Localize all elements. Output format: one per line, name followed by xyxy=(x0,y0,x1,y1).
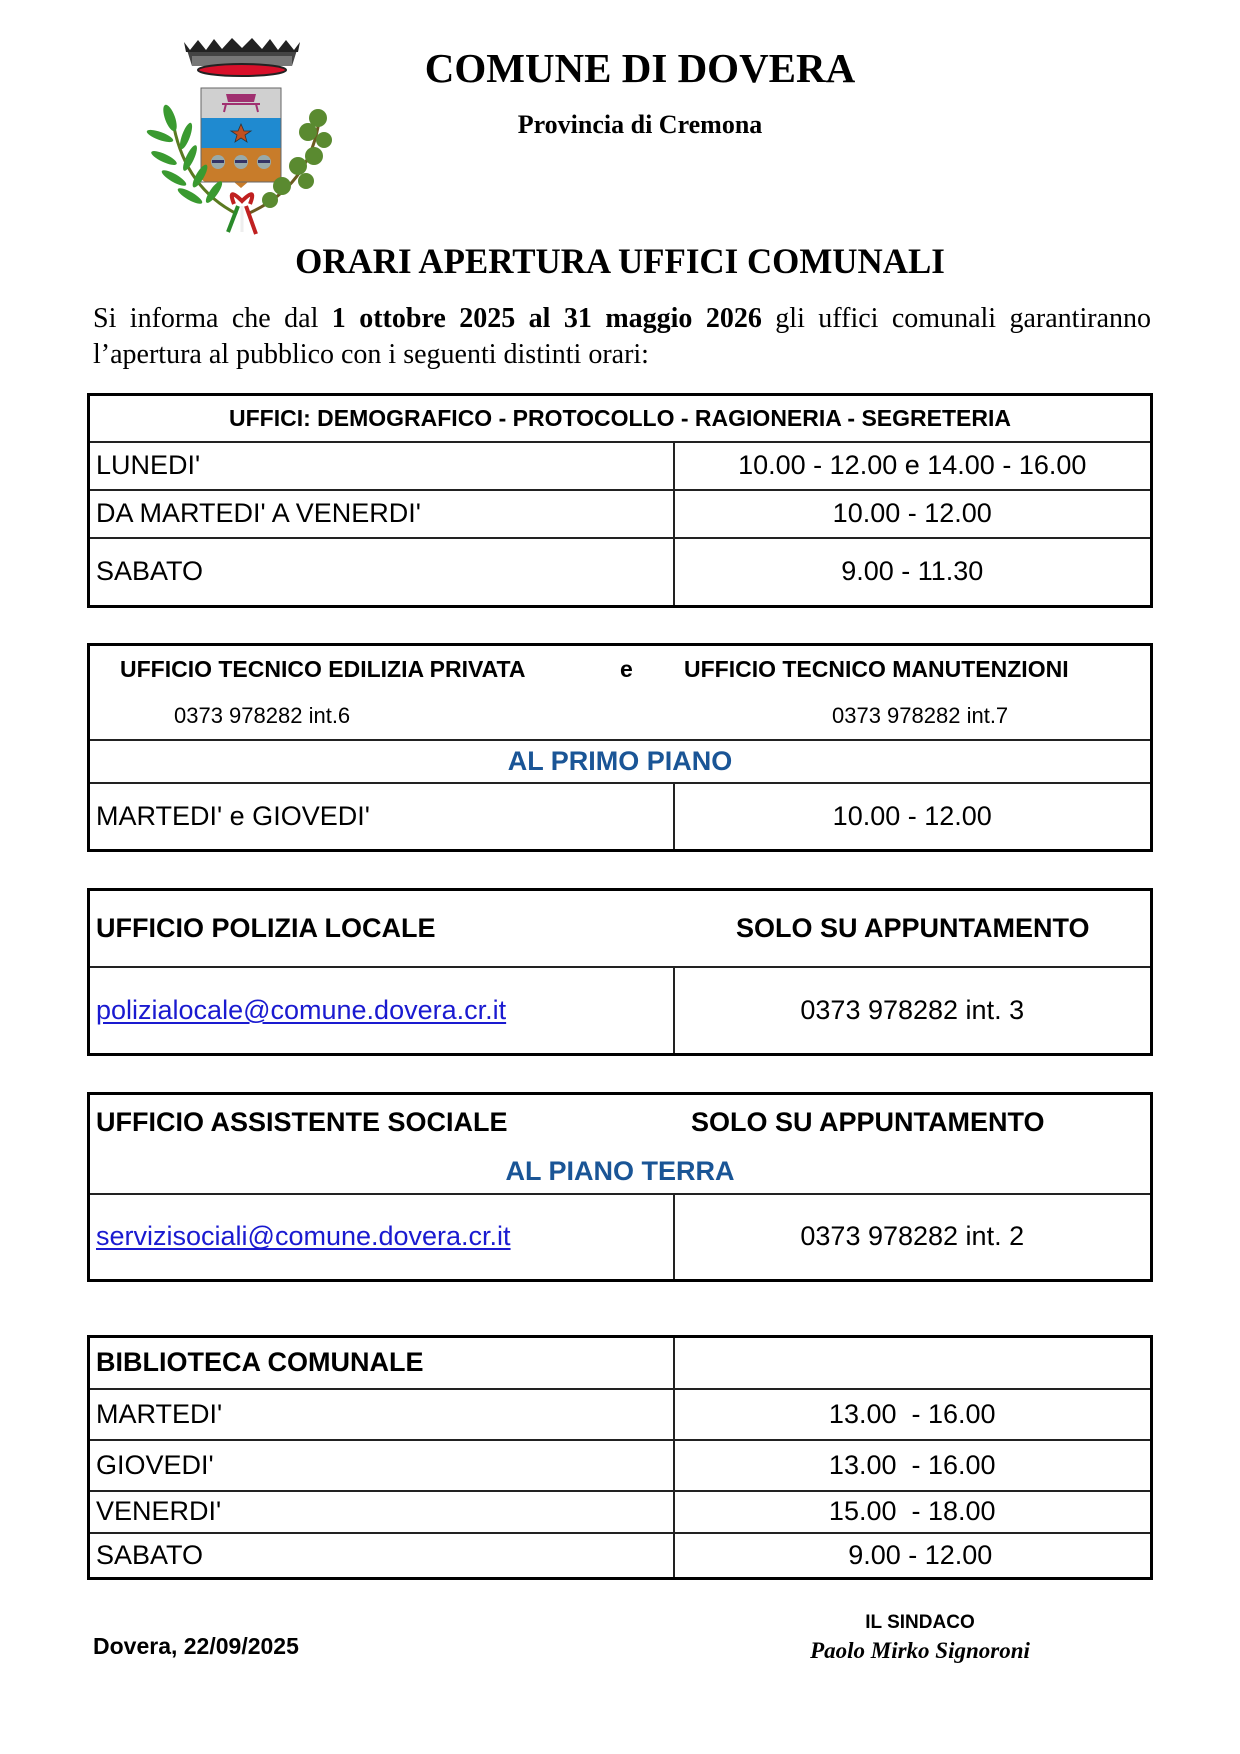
general-offices-table xyxy=(87,393,1153,608)
day-cell: MARTEDI' e GIOVEDI' xyxy=(89,783,674,851)
phone-manutenzioni: 0373 978282 int.7 xyxy=(832,702,1009,728)
table-row xyxy=(89,1194,1152,1281)
intro-text-end: gli uffici comunali garantiranno l’apertura al pubblico con i seguenti distinti orari: xyxy=(93,303,1151,370)
day-cell: SABATO xyxy=(89,1533,674,1579)
office-edilizia-label: UFFICIO TECNICO EDILIZIA PRIVATA xyxy=(120,655,526,682)
police-header xyxy=(89,890,1152,967)
phone-edilizia: 0373 978282 int.6 xyxy=(174,702,351,728)
intro-paragraph xyxy=(93,301,1151,373)
ribbon-icon xyxy=(228,194,256,234)
police-office-table xyxy=(87,888,1153,1056)
hours-cell: 10.00 - 12.00 e 14.00 - 16.00 xyxy=(674,442,1152,490)
email-cell xyxy=(89,967,674,1055)
table-row xyxy=(89,1533,1152,1579)
table-row xyxy=(89,1491,1152,1533)
connector-label: e xyxy=(620,655,633,682)
technical-offices-table xyxy=(87,643,1153,852)
table-row xyxy=(89,442,1152,490)
location-label: AL PIANO TERRA xyxy=(89,1150,1152,1194)
technical-offices-header xyxy=(89,645,1152,693)
hours-cell: 13.00 - 16.00 xyxy=(674,1389,1152,1440)
crown-icon xyxy=(184,38,300,76)
police-email-link[interactable]: polizialocale@comune.dovera.cr.it xyxy=(96,994,507,1025)
shield-icon xyxy=(201,88,281,188)
hours-cell: 9.00 - 12.00 xyxy=(674,1533,1152,1579)
hours-cell: 13.00 - 16.00 xyxy=(674,1440,1152,1491)
document-date: Dovera, 22/09/2025 xyxy=(93,1633,299,1659)
intro-text-start: Si informa che dal xyxy=(93,303,332,334)
day-cell: SABATO xyxy=(89,538,674,607)
hours-cell: 9.00 - 11.30 xyxy=(674,538,1152,607)
phone-cell: 0373 978282 int. 3 xyxy=(674,967,1152,1055)
hours-cell: 10.00 - 12.00 xyxy=(674,783,1152,851)
library-table xyxy=(87,1335,1153,1580)
technical-phones xyxy=(89,693,1152,740)
table-row xyxy=(89,783,1152,851)
hours-cell: 10.00 - 12.00 xyxy=(674,490,1152,538)
email-cell xyxy=(89,1194,674,1281)
page-heading: ORARI APERTURA UFFICI COMUNALI xyxy=(295,241,945,281)
day-cell: MARTEDI' xyxy=(89,1389,674,1440)
coat-of-arms-icon xyxy=(142,36,342,240)
hours-cell: 15.00 - 18.00 xyxy=(674,1491,1152,1533)
intro-date-range: 1 ottobre 2025 al 31 maggio 2026 xyxy=(331,303,762,334)
appointment-note: SOLO SU APPUNTAMENTO xyxy=(691,1106,1045,1137)
table-row xyxy=(89,1440,1152,1491)
police-office-label: UFFICIO POLIZIA LOCALE xyxy=(96,912,436,943)
province-subtitle: Provincia di Cremona xyxy=(517,110,763,139)
phone-cell: 0373 978282 int. 2 xyxy=(674,1194,1152,1281)
empty-cell xyxy=(674,1337,1152,1389)
appointment-note: SOLO SU APPUNTAMENTO xyxy=(736,912,1090,943)
day-cell: VENERDI' xyxy=(89,1491,674,1533)
signer-role: IL SINDACO xyxy=(865,1612,975,1633)
social-email-link[interactable]: servizisociali@comune.dovera.cr.it xyxy=(96,1221,511,1252)
day-cell: DA MARTEDI' A VENERDI' xyxy=(89,490,674,538)
table-row xyxy=(89,1389,1152,1440)
day-cell: GIOVEDI' xyxy=(89,1440,674,1491)
municipality-title: COMUNE DI DOVERA xyxy=(424,45,856,91)
table-row xyxy=(89,538,1152,607)
social-header xyxy=(89,1094,1152,1150)
location-label: AL PRIMO PIANO xyxy=(89,740,1152,783)
table-row xyxy=(89,490,1152,538)
general-offices-header: UFFICI: DEMOGRAFICO - PROTOCOLLO - RAGIONERIA - SEGRETERIA xyxy=(89,395,1152,442)
day-cell: LUNEDI' xyxy=(89,442,674,490)
table-row xyxy=(89,967,1152,1055)
library-title: BIBLIOTECA COMUNALE xyxy=(89,1337,674,1389)
social-office-table xyxy=(87,1092,1153,1282)
signer-name: Paolo Mirko Signoroni xyxy=(810,1638,1030,1663)
social-office-label: UFFICIO ASSISTENTE SOCIALE xyxy=(96,1106,508,1137)
office-manutenzioni-label: UFFICIO TECNICO MANUTENZIONI xyxy=(684,655,1069,682)
